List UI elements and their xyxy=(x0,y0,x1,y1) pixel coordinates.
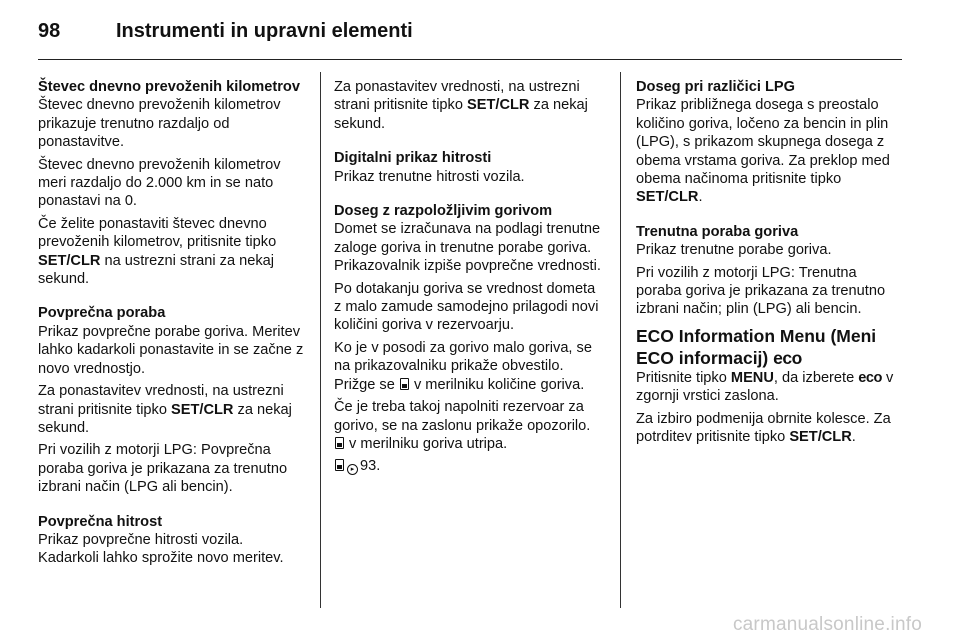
watermark: carmanualsonline.info xyxy=(732,614,922,635)
paragraph: Prikaz povprečne porabe goriva. Meritev lahko kadarkoli ponastavite in se začne z novo vrednostjo. xyxy=(38,323,304,377)
page-reference-arrow-icon: ▸ xyxy=(347,464,358,475)
key-set-clr: SET/CLR xyxy=(467,97,530,114)
column-divider-1 xyxy=(320,72,321,608)
heading-range: Doseg z razpoložljivim gorivom xyxy=(334,203,553,220)
heading-average-consumption: Povprečna poraba xyxy=(38,305,166,322)
page-number: 98 xyxy=(38,20,61,42)
paragraph: Števec dnevno prevoženih kilometrov meri razdaljo do 2.000 km in se nato ponastavi na 0. xyxy=(38,156,281,210)
paragraph: Prikaz trenutne porabe goriva. xyxy=(636,242,832,259)
paragraph: Prikaz povprečne hitrosti vozila. Kadarkoli lahko sprožite novo meritev. xyxy=(38,531,284,567)
key-set-clr: SET/CLR xyxy=(171,401,234,418)
page-header xyxy=(38,20,413,46)
paragraph: Če želite ponastaviti števec dnevno prevoženih kilometrov, pritisnite tipko SET/CLR na ustrezni strani za nekaj sekund. xyxy=(38,215,277,288)
page-reference: ▸ 93. xyxy=(334,457,604,475)
heading-trip-odometer: Števec dnevno prevoženih kilometrov xyxy=(38,79,300,95)
column-3 xyxy=(636,78,906,451)
column-2 xyxy=(334,78,604,480)
paragraph: Ko je v posodi za gorivo malo goriva, se na prikazovalniku prikaže obvestilo. Prižge se v merilniku količine goriva. xyxy=(334,339,592,393)
fuel-pump-icon xyxy=(335,459,344,471)
eco-icon: eco xyxy=(773,347,802,368)
heading-lpg-range: Doseg pri različici LPG xyxy=(636,79,795,95)
fuel-pump-icon xyxy=(335,437,344,449)
fuel-pump-icon xyxy=(400,378,409,390)
heading-average-speed: Povprečna hitrost xyxy=(38,513,163,530)
key-set-clr: SET/CLR xyxy=(38,252,101,269)
paragraph: Prikaz približnega dosega s preostalo količino goriva, ločeno za bencin in plin (LPG), s prikazom skupnega dosega z obema vrstama goriva. Za preklop med obema načinoma pritisnite tipko SET/CLR. xyxy=(636,97,890,206)
paragraph: Pri vozilih z motorji LPG: Povprečna poraba goriva je prikazana za trenutno izbrani način (LPG ali bencin). xyxy=(38,442,288,496)
paragraph: Prikaz trenutne hitrosti vozila. xyxy=(334,168,525,185)
paragraph: Domet se izračunava na podlagi trenutne zaloge goriva in trenutne porabe goriva. Prikazovalnik izpiše povprečne vrednosti. xyxy=(334,221,601,275)
paragraph: Po dotakanju goriva se vrednost dometa z malo zamude samodejno prilagodi novi količini goriva v rezervoarju. xyxy=(334,280,599,334)
column-1 xyxy=(38,78,306,572)
paragraph: Števec dnevno prevoženih kilometrov prikazuje trenutno razdaljo od ponastavitve. xyxy=(38,97,281,151)
page-title: Instrumenti in upravni elementi xyxy=(116,20,413,42)
key-menu: MENU xyxy=(730,369,774,386)
paragraph: Za ponastavitev vrednosti, na ustrezni strani pritisnite tipko SET/CLR za nekaj sekund. xyxy=(38,383,292,436)
section-title-eco-menu: ECO Information Menu (Meni ECO informacij) eco xyxy=(636,325,877,368)
eco-icon: eco xyxy=(858,369,882,386)
paragraph: Pri vozilih z motorji LPG: Trenutna poraba goriva je prikazana za trenutno izbrani način; plin (LPG) ali bencin. xyxy=(636,264,886,318)
header-rule xyxy=(38,59,902,60)
paragraph: Če je treba takoj napolniti rezervoar za gorivo, se na zaslonu prikaže opozorilo. v merilniku goriva utripa. xyxy=(334,399,591,452)
key-set-clr: SET/CLR xyxy=(636,189,699,206)
column-divider-2 xyxy=(620,72,621,608)
heading-current-consumption: Trenutna poraba goriva xyxy=(636,223,799,240)
paragraph: Za ponastavitev vrednosti, na ustrezni strani pritisnite tipko SET/CLR za nekaj sekund. xyxy=(334,79,588,132)
paragraph: Za izbiro podmenija obrnite kolesce. Za potrditev pritisnite tipko SET/CLR. xyxy=(636,410,891,446)
key-set-clr: SET/CLR xyxy=(789,429,852,446)
paragraph: Pritisnite tipko MENU, da izberete eco v zgornji vrstici zaslona. xyxy=(636,369,894,405)
heading-digital-speed: Digitalni prikaz hitrosti xyxy=(334,150,492,167)
